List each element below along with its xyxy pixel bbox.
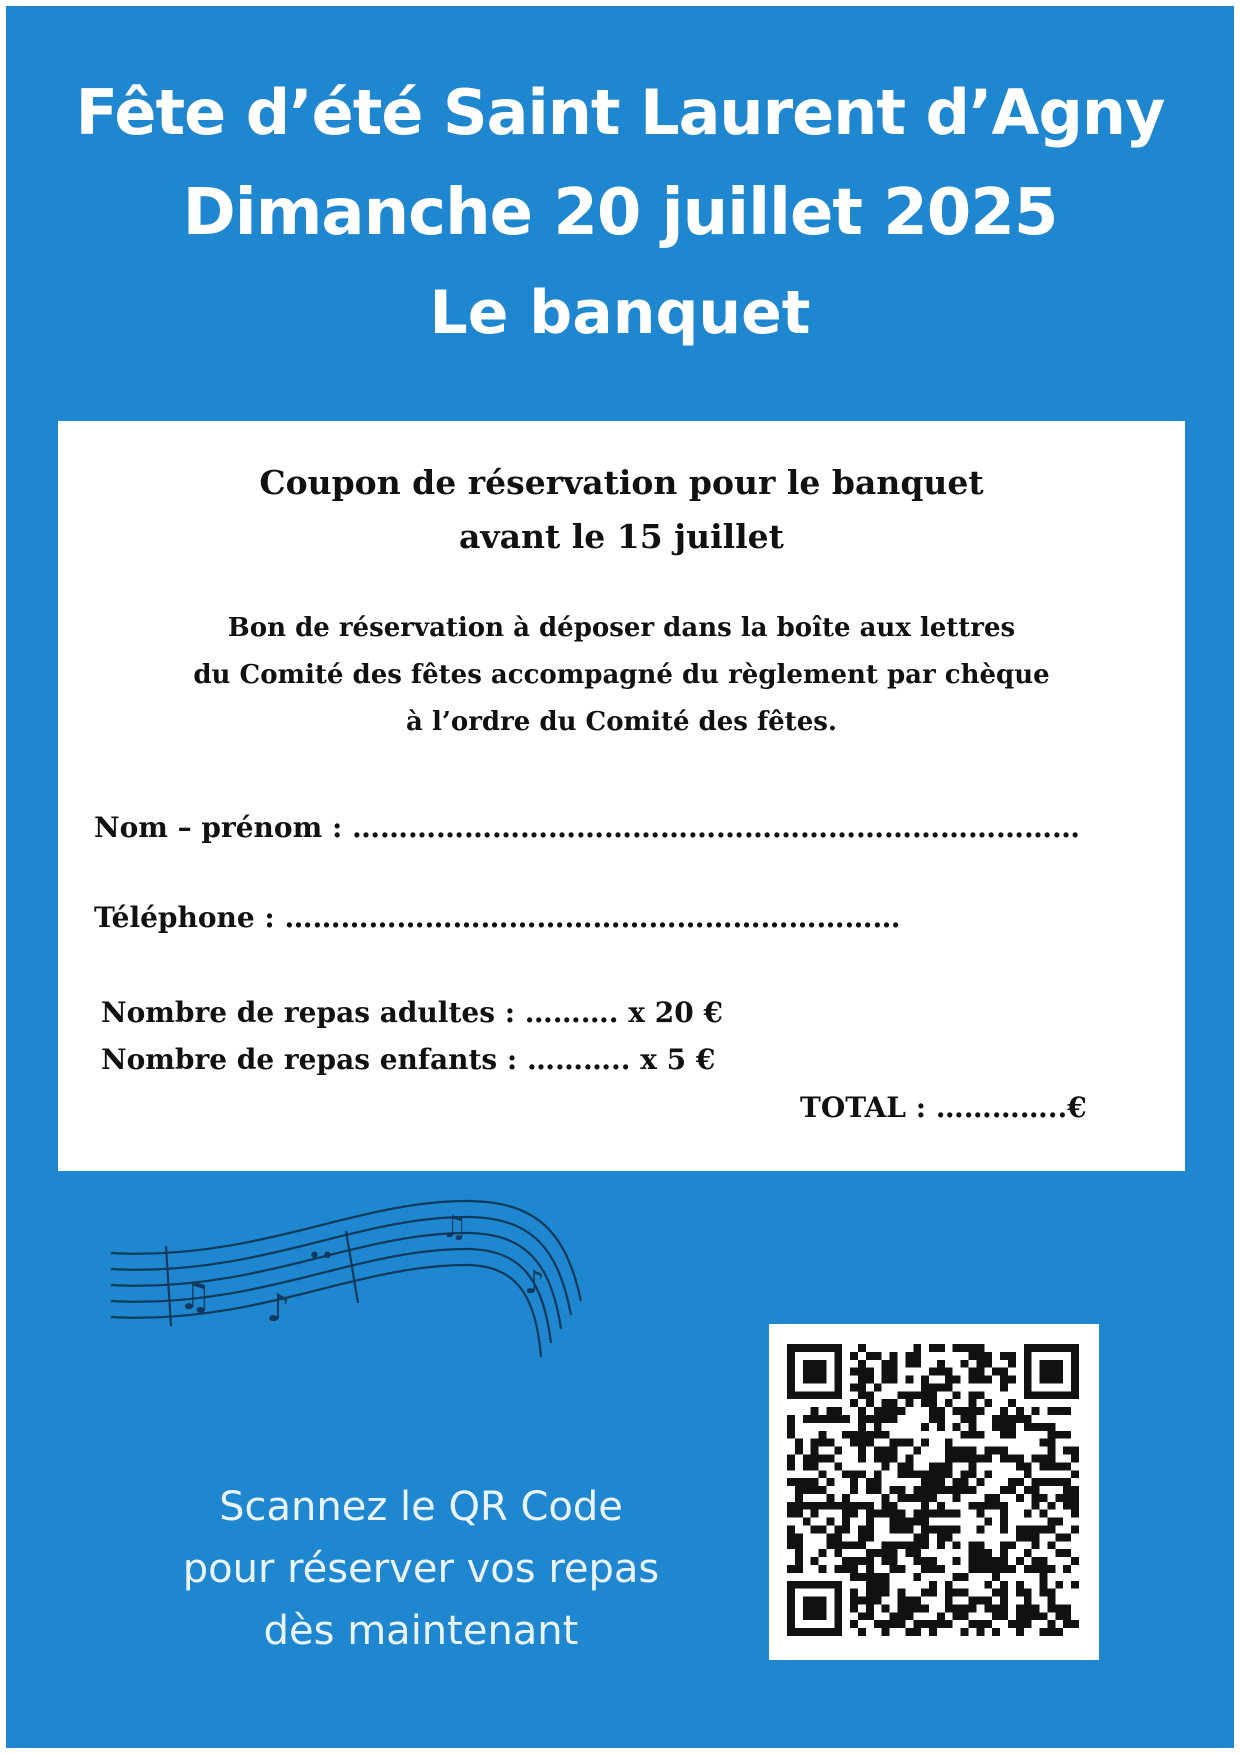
- adult-meals-field: Nombre de repas adultes : ………. x 20 €: [101, 996, 723, 1029]
- poster: [6, 6, 1234, 1748]
- event-title: Fête d’été Saint Laurent d’Agny: [75, 76, 1165, 149]
- reservation-coupon: [58, 421, 1185, 1171]
- qr-instructions: [146, 1476, 696, 1662]
- qr-code-box[interactable]: [769, 1324, 1099, 1660]
- coupon-heading: Coupon de réservation pour le banquet: [259, 463, 984, 502]
- coupon-deadline: avant le 15 juillet: [459, 517, 784, 556]
- phone-field: Téléphone : …………………………………………………………: [94, 901, 901, 934]
- svg-text:♫: ♫: [178, 1274, 213, 1318]
- name-field: Nom – prénom : ……………………………………………………………………: [94, 811, 1081, 844]
- coupon-instructions-line3: à l’ordre du Comité des fêtes.: [406, 707, 837, 737]
- coupon-instructions-line1: Bon de réservation à déposer dans la boîte aux lettres: [227, 613, 1016, 643]
- svg-text:♪: ♪: [524, 1263, 545, 1301]
- qr-instructions-line2: pour réserver vos repas: [182, 1546, 660, 1592]
- qr-instructions-line3: dès maintenant: [263, 1608, 579, 1654]
- event-date: Dimanche 20 juillet 2025: [182, 176, 1058, 250]
- svg-text:♪: ♪: [266, 1286, 291, 1330]
- svg-text:♫: ♫: [441, 1210, 468, 1245]
- event-subtitle: Le banquet: [429, 278, 811, 348]
- qr-code-icon[interactable]: [787, 1344, 1079, 1636]
- coupon-instructions-line2: du Comité des fêtes accompagné du règlement par chèque: [193, 660, 1050, 690]
- child-meals-field: Nombre de repas enfants : ……….. x 5 €: [101, 1043, 716, 1076]
- svg-text:••: ••: [308, 1244, 334, 1269]
- music-staff-icon: [106, 1191, 666, 1391]
- qr-instructions-line1: Scannez le QR Code: [219, 1484, 623, 1530]
- total-field: TOTAL : …………..€: [800, 1091, 1087, 1124]
